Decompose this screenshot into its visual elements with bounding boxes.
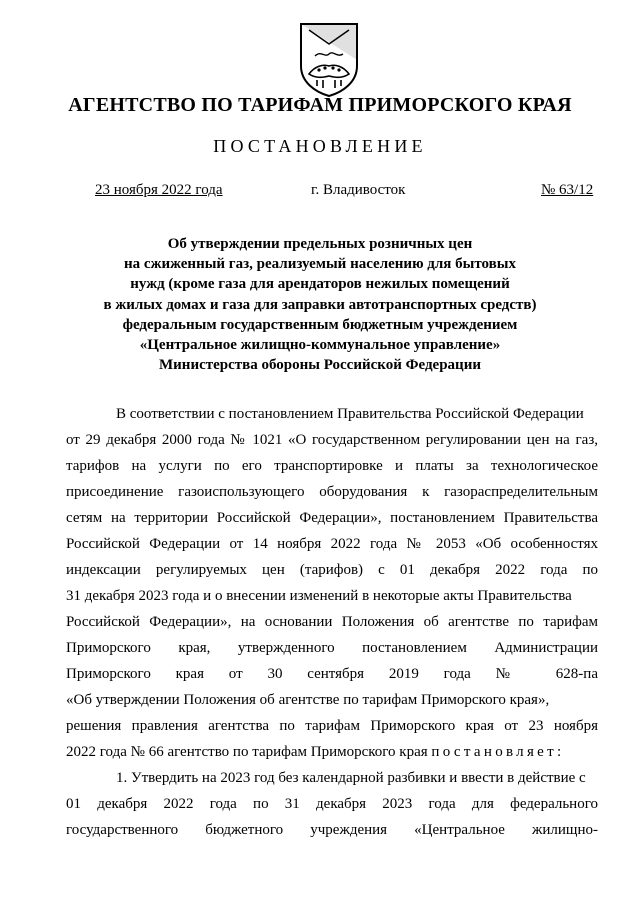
agency-name: АГЕНТСТВО ПО ТАРИФАМ ПРИМОРСКОГО КРАЯ bbox=[68, 94, 572, 116]
document-number: № 63/12 bbox=[541, 182, 594, 198]
body-line: 1. Утвердить на 2023 год без календарной разбивки и ввести в действие с bbox=[116, 770, 586, 786]
decree-verb: постановляет: bbox=[431, 744, 565, 760]
title-line: Об утверждении предельных розничных цен bbox=[167, 236, 473, 252]
document-date: 23 ноября 2022 года bbox=[95, 182, 223, 198]
body-line: Приморского края, утвержденного постановлением Администрации bbox=[66, 640, 598, 656]
body-line: государственного бюджетного учреждения «Центральное жилищно- bbox=[66, 822, 598, 838]
body-line: присоединение газоиспользующего оборудования к газораспределительным bbox=[66, 484, 598, 500]
title-line: федеральным государственным бюджетным учреждением bbox=[122, 316, 518, 333]
body-line: сетям на территории Российской Федерации», постановлением Правительства bbox=[66, 510, 598, 526]
title-line: нужд (кроме газа для арендаторов нежилых помещений bbox=[130, 276, 510, 293]
title-line: Министерства обороны Российской Федерации bbox=[159, 357, 481, 374]
body-line: 31 декабря 2023 года и о внесении изменений в некоторые акты Правительства bbox=[66, 588, 572, 604]
body-line-text: 2022 года № 66 агентство по тарифам Приморского края bbox=[66, 744, 428, 760]
title-line: на сжиженный газ, реализуемый населению для бытовых bbox=[124, 256, 516, 273]
body-line: от 29 декабря 2000 года № 1021 «О государственном регулировании цен на газ, bbox=[66, 432, 598, 448]
document-type: ПОСТАНОВЛЕНИЕ bbox=[213, 136, 427, 156]
body-line: 01 декабря 2022 года по 31 декабря 2023 года для федерального bbox=[66, 796, 598, 812]
body-line: решения правления агентства по тарифам Приморского края от 23 ноября bbox=[66, 718, 598, 734]
body-line: «Об утверждении Положения об агентстве по тарифам Приморского края», bbox=[66, 692, 550, 708]
body-line: Приморского края от 30 сентября 2019 года № 628-па bbox=[66, 666, 598, 682]
title-line: «Центральное жилищно-коммунальное управление» bbox=[139, 337, 501, 354]
document-title bbox=[60, 234, 580, 375]
title-line: в жилых домах и газа для заправки автотранспортных средств) bbox=[103, 296, 537, 313]
body-line: индексации регулируемых цен (тарифов) с 01 декабря 2022 года по bbox=[66, 562, 598, 578]
document-city: г. Владивосток bbox=[311, 182, 406, 198]
coat-of-arms-icon bbox=[295, 20, 363, 98]
body-line: Российской Федерации от 14 ноября 2022 года № 2053 «Об особенностях bbox=[66, 536, 598, 552]
body-line: В соответствии с постановлением Правительства Российской Федерации bbox=[116, 406, 584, 422]
body-line: Российской Федерации», на основании Положения об агентстве по тарифам bbox=[66, 614, 598, 630]
body-line: тарифов на услуги по его транспортировке и платы за технологическое bbox=[66, 458, 598, 474]
body-line bbox=[66, 743, 598, 761]
